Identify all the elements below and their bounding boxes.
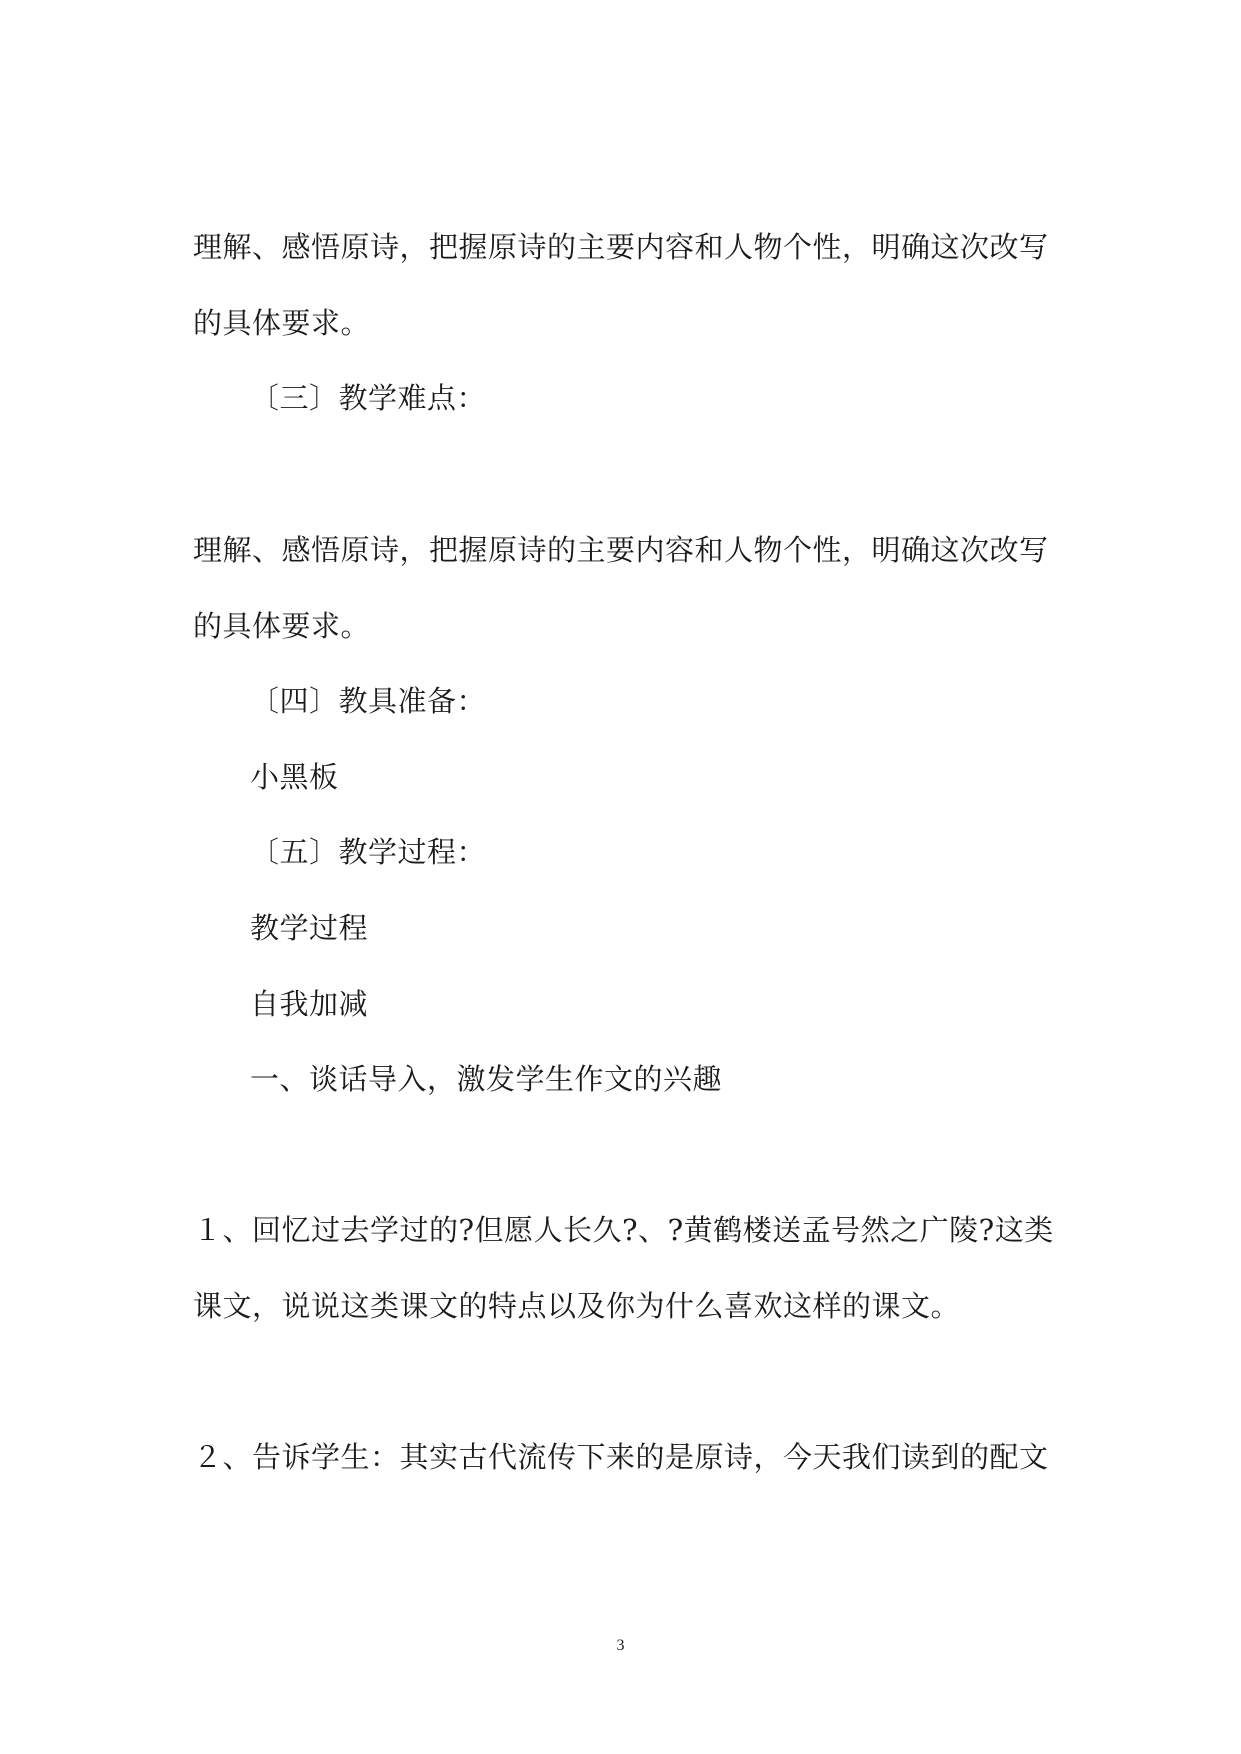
- numbered-item: １、回忆过去学过的?但愿人长久?、?黄鹤楼送孟号然之广陵?这类: [193, 1213, 1054, 1247]
- body-text-line: 小黑板: [250, 760, 339, 794]
- numbered-item: ２、告诉学生：其实古代流传下来的是原诗，今天我们读到的配文: [193, 1440, 1049, 1474]
- page-number: 3: [616, 1637, 625, 1654]
- section-heading-teaching-difficulty: 〔三〕教学难点：: [250, 381, 487, 415]
- body-text-line: 自我加减: [250, 987, 369, 1021]
- body-text-line: 课文，说说这类课文的特点以及你为什么喜欢这样的课文。: [193, 1289, 961, 1323]
- body-text-line: 理解、感悟原诗，把握原诗的主要内容和人物个性，明确这次改写: [193, 230, 1049, 264]
- step-heading: 一、谈话导入，激发学生作文的兴趣: [250, 1062, 723, 1096]
- body-text-line: 的具体要求。: [193, 306, 371, 340]
- body-text-line: 教学过程: [250, 911, 369, 945]
- body-text-line: 的具体要求。: [193, 609, 371, 643]
- section-heading-teaching-aids: 〔四〕教具准备：: [250, 684, 487, 718]
- body-text-line: 理解、感悟原诗，把握原诗的主要内容和人物个性，明确这次改写: [193, 533, 1049, 567]
- section-heading-teaching-process: 〔五〕教学过程：: [250, 835, 487, 869]
